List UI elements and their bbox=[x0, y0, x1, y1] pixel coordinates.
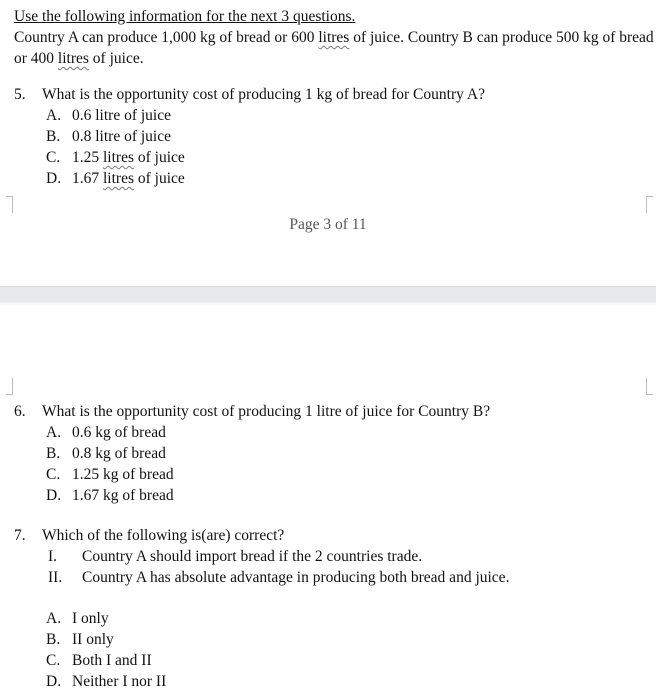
option-text: I only bbox=[72, 610, 109, 627]
statement-number: II. bbox=[48, 569, 63, 586]
option-letter: D. bbox=[46, 170, 62, 187]
option-text: of juice bbox=[134, 149, 185, 166]
option-text: 1.67 bbox=[72, 170, 103, 187]
question-number: 5. bbox=[14, 86, 26, 103]
intro-text-3: of juice. bbox=[88, 50, 144, 67]
statement-text: Country A should import bread if the 2 countries trade. bbox=[82, 548, 423, 565]
option-a bbox=[46, 422, 166, 443]
option-b bbox=[46, 629, 114, 650]
option-a bbox=[46, 105, 171, 126]
option-c bbox=[46, 464, 174, 485]
option-text: II only bbox=[72, 631, 114, 648]
option-a bbox=[46, 608, 109, 629]
option-letter: C. bbox=[46, 149, 61, 166]
intro-text-1: Country A can produce 1,000 kg of bread or 600 bbox=[14, 29, 319, 46]
intro-text-2: of juice. Country B can produce 500 kg of bread or 400 bbox=[14, 29, 654, 67]
statement-ii bbox=[48, 567, 509, 588]
option-b bbox=[46, 443, 166, 464]
page-break-separator bbox=[0, 286, 656, 303]
page-corner-mark bbox=[646, 378, 653, 395]
option-text: Neither I nor II bbox=[72, 673, 167, 690]
page-corner-mark bbox=[6, 196, 13, 213]
page-corner-mark bbox=[646, 196, 653, 213]
option-letter: A. bbox=[46, 610, 62, 627]
option-c bbox=[46, 650, 152, 671]
option-letter: B. bbox=[46, 128, 61, 145]
option-b bbox=[46, 126, 171, 147]
statement-i bbox=[48, 546, 422, 567]
option-letter: A. bbox=[46, 107, 62, 124]
page-number: Page 3 of 11 bbox=[289, 216, 367, 233]
statement-number: I. bbox=[48, 548, 58, 565]
option-text: of juice bbox=[134, 170, 185, 187]
option-d bbox=[46, 671, 166, 692]
option-letter: B. bbox=[46, 445, 61, 462]
option-letter: C. bbox=[46, 652, 61, 669]
option-text: 0.8 kg of bread bbox=[72, 445, 166, 462]
question-number: 6. bbox=[14, 403, 26, 420]
question-number: 7. bbox=[14, 527, 26, 544]
option-text: 0.8 litre of juice bbox=[72, 128, 171, 145]
option-letter: C. bbox=[46, 466, 61, 483]
page-corner-mark bbox=[6, 378, 13, 395]
question-text: Which of the following is(are) correct? bbox=[42, 527, 285, 544]
option-d bbox=[46, 168, 185, 189]
option-letter: D. bbox=[46, 487, 62, 504]
option-text: 1.25 kg of bread bbox=[72, 466, 174, 483]
page-break-shadow bbox=[0, 302, 656, 306]
option-letter: B. bbox=[46, 631, 61, 648]
option-text: 1.67 kg of bread bbox=[72, 487, 174, 504]
option-letter: D. bbox=[46, 673, 62, 690]
option-text: 1.25 bbox=[72, 149, 103, 166]
option-d bbox=[46, 485, 174, 506]
question-text: What is the opportunity cost of producing 1 litre of juice for Country B? bbox=[42, 403, 491, 420]
option-text: Both I and II bbox=[72, 652, 152, 669]
option-text: 0.6 litre of juice bbox=[72, 107, 171, 124]
spell-marked-word: litres bbox=[318, 29, 350, 46]
option-c bbox=[46, 147, 185, 168]
spell-marked-word: litres bbox=[103, 170, 134, 187]
option-text: 0.6 kg of bread bbox=[72, 424, 166, 441]
spell-marked-word: litres bbox=[103, 149, 134, 166]
spell-marked-word: litres bbox=[57, 50, 89, 67]
option-letter: A. bbox=[46, 424, 62, 441]
statement-text: Country A has absolute advantage in producing both bread and juice. bbox=[82, 569, 510, 586]
question-text: What is the opportunity cost of producing 1 kg of bread for Country A? bbox=[42, 86, 485, 103]
instructions-heading: Use the following information for the next 3 questions. bbox=[14, 8, 356, 25]
intro-paragraph bbox=[14, 27, 654, 69]
